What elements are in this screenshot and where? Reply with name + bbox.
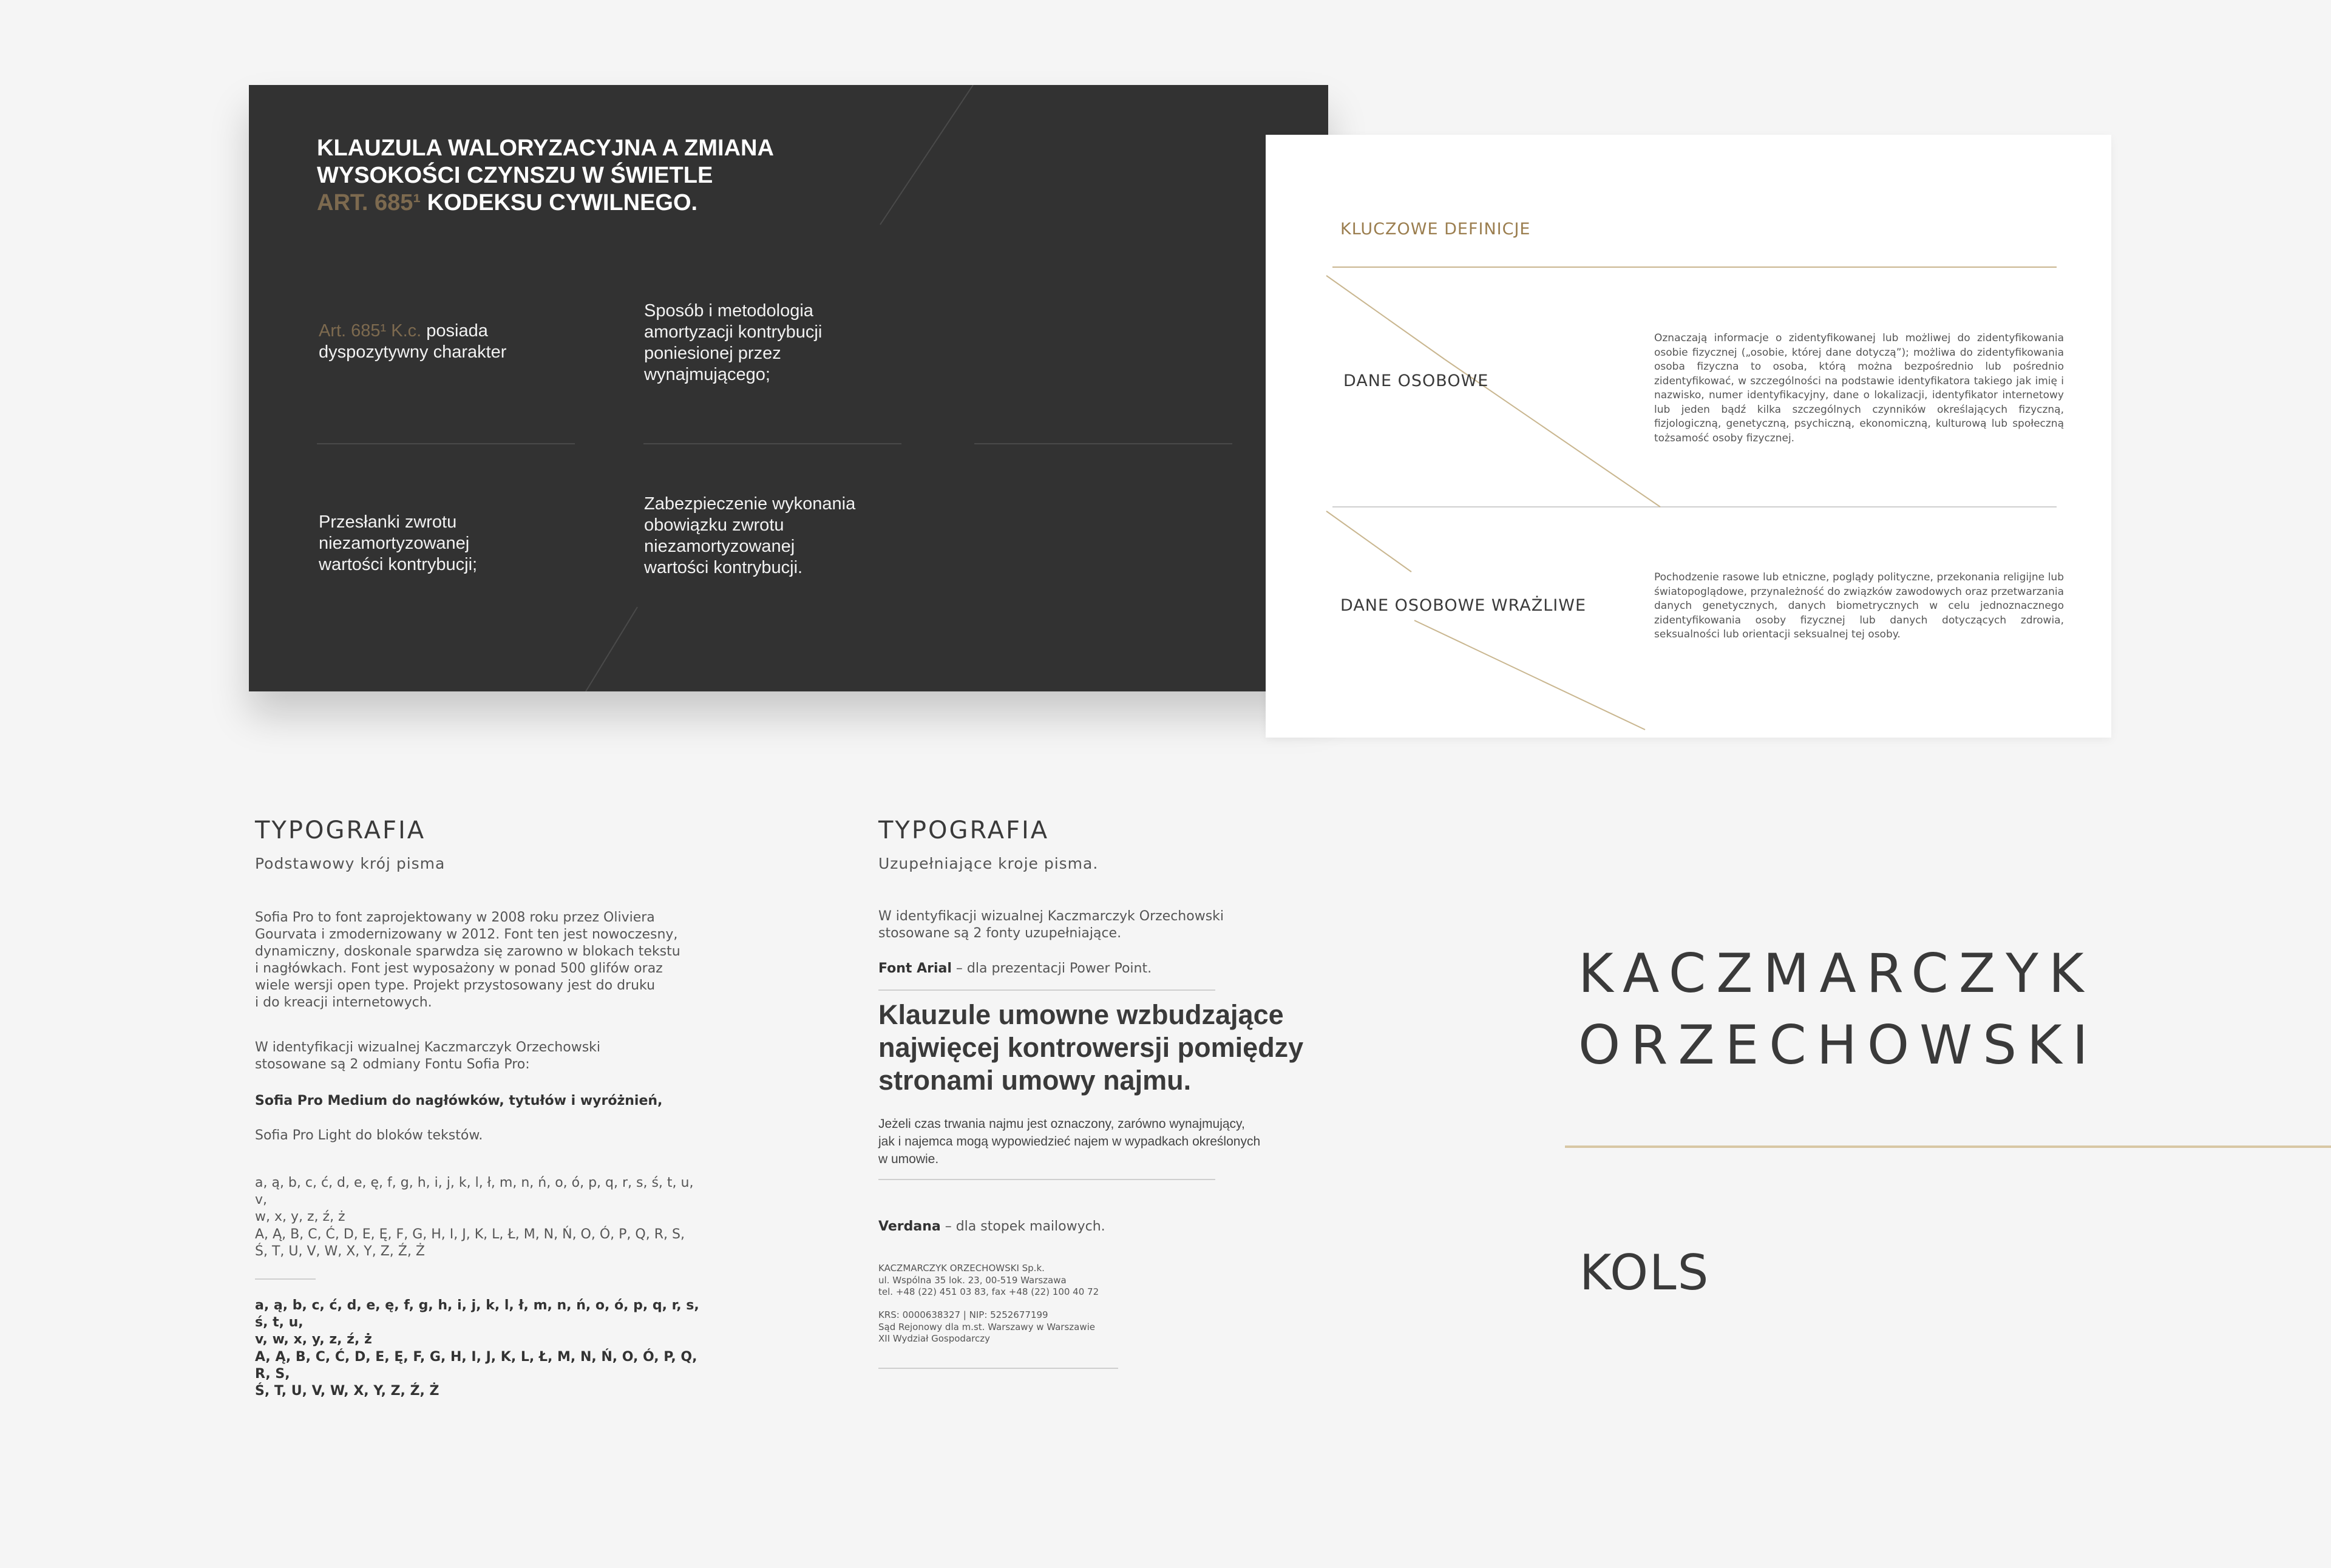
text-line: KACZMARCZYK ORZECHOWSKI Sp.k. <box>878 1263 1045 1274</box>
verdana-label <box>878 1218 1105 1235</box>
slide-cell-4-line: niezamortyzowanej <box>644 537 795 556</box>
brand-line-1: KACZMARCZYK <box>1578 942 2094 1005</box>
text-line: i do kreacji internetowych. <box>255 995 432 1010</box>
divider <box>878 1179 1215 1180</box>
slide-cell-2-line: poniesionej przez <box>644 344 781 363</box>
definition-label-sensitive-data: DANE OSOBOWE WRAŻLIWE <box>1340 596 1586 615</box>
typography-subheading-secondary: Uzupełniające kroje pisma. <box>878 855 1099 872</box>
verdana-label-bold: Verdana <box>878 1219 941 1234</box>
slide-cell-2 <box>644 300 899 385</box>
slide-cell-1-article: Art. 685¹ K.c. <box>319 321 422 341</box>
text-line: tel. +48 (22) 451 03 83, fax +48 (22) 100 40 72 <box>878 1286 1099 1297</box>
brand-short-mark: KOLS <box>1579 1244 1710 1301</box>
definitions-heading: KLUCZOWE DEFINICJE <box>1340 220 1531 239</box>
alphabet-light-uppercase <box>255 1226 704 1260</box>
alphabet-light-lowercase <box>255 1175 704 1226</box>
text-line: w, x, y, z, ź, ż <box>255 1209 345 1224</box>
slide-cell-4-line: wartości kontrybucji. <box>644 558 803 577</box>
text-line: dynamiczny, doskonale sparwdza się zarowno w blokach tekstu <box>255 944 680 959</box>
sofia-medium-label: Sofia Pro Medium do nagłówków, tytułów i wyróżnień, <box>255 1093 663 1108</box>
slide-title-line-3 <box>317 189 863 217</box>
sofia-description <box>255 909 692 1011</box>
alphabet-medium-lowercase <box>255 1297 704 1348</box>
text-line: i nagłówkach. Font jest wyposażony w ponad 500 glifów oraz <box>255 961 663 976</box>
divider <box>878 989 1215 991</box>
text-line: W identyfikacji wizualnej Kaczmarczyk Orzechowski <box>878 909 1224 924</box>
brand-accent-rule <box>1565 1145 2331 1148</box>
slide-title-article: ART. 685¹ <box>317 190 421 216</box>
slide-cell-3-line: wartości kontrybucji; <box>319 555 478 574</box>
slide-cell-4-line: obowiązku zwrotu <box>644 515 784 535</box>
text-line: stosowane są 2 fonty uzupełniające. <box>878 926 1122 941</box>
typography-subheading-primary: Podstawowy krój pisma <box>255 855 446 872</box>
slide-title-line-1: KLAUZULA WALORYZACYJNA A ZMIANA <box>317 135 774 161</box>
text-line: Ś, T, U, V, W, X, Y, Z, Ź, Ż <box>255 1244 425 1259</box>
arial-label-rest: – dla prezentacji Power Point. <box>951 961 1152 976</box>
slide-cell-2-line: amortyzacji kontrybucji <box>644 322 823 342</box>
text-line: a, ą, b, c, ć, d, e, ę, f, g, h, i, j, k, l, ł, m, n, ń, o, ó, p, q, r, s, ś, t, u, v, <box>255 1175 694 1207</box>
divider <box>878 1368 1118 1369</box>
supplementary-fonts-intro <box>878 908 1303 942</box>
slide-cell-4-line: Zabezpieczenie wykonania <box>644 494 856 514</box>
text-line: A, Ą, B, C, Ć, D, E, Ę, F, G, H, I, J, K, L, Ł, M, N, Ń, O, Ó, P, Q, R, S, <box>255 1349 697 1382</box>
definition-label-personal-data: DANE OSOBOWE <box>1343 372 1489 390</box>
text-line: a, ą, b, c, ć, d, e, ę, f, g, h, i, j, k, l, ł, m, n, ń, o, ó, p, q, r, s, ś, t, u, <box>255 1298 699 1330</box>
typography-heading-secondary: TYPOGRAFIA <box>878 816 1050 844</box>
sofia-variants-intro <box>255 1039 692 1073</box>
arial-sample-heading <box>878 999 1364 1097</box>
text-line: ul. Wspólna 35 lok. 23, 00-519 Warszawa <box>878 1274 1067 1286</box>
arial-label-bold: Font Arial <box>878 961 952 976</box>
definition-text-personal-data: Oznaczają informacje o zidentyfikowanej lub możliwej do zidentyfikowania osobie fizycznej („osobie, której dane dotyczą”); możliwa do zidentyfikowania osoba fizyczna to osoba, którą można bezpośrednio lub pośrednio zidentyfikować, w szczególności na podstawie identyfikatora takiego jak imię i nazwisko, numer identyfikacyjny, dane o lokalizacji, identyfikator internetowy lub jeden bądź kilka szczególnych czynników określających fizyczną, fizjologiczną, genetyczną, psychiczną, ekonomiczną, kulturową lub społeczną tożsamość osoby fizycznej. <box>1654 332 2064 444</box>
dark-presentation-slide <box>249 85 1328 691</box>
text-line: Ś, T, U, V, W, X, Y, Z, Ź, Ż <box>255 1383 439 1399</box>
text-line: Jeżeli czas trwania najmu jest oznaczony, zarówno wynajmujący, <box>878 1117 1245 1131</box>
text-line: XII Wydział Gospodarczy <box>878 1333 990 1344</box>
slide-cell-3-line: Przesłanki zwrotu <box>319 512 457 532</box>
text-line: stosowane są 2 odmiany Fontu Sofia Pro: <box>255 1057 530 1072</box>
alphabet-medium-uppercase <box>255 1349 704 1400</box>
definitions-slide <box>1266 135 2111 738</box>
slide-divider <box>974 443 1232 444</box>
text-line: najwięcej kontrowersji pomiędzy <box>878 1032 1304 1063</box>
text-line: A, Ą, B, C, Ć, D, E, Ę, F, G, H, I, J, K, L, Ł, M, N, Ń, O, Ó, P, Q, R, S, <box>255 1227 685 1242</box>
slide-divider <box>317 443 575 444</box>
slide-title-line-2: WYSOKOŚCI CZYNSZU W ŚWIETLE <box>317 163 713 188</box>
slide-cell-1-text-a: posiada <box>421 321 488 341</box>
text-line: Sofia Pro to font zaprojektowany w 2008 roku przez Oliviera <box>255 910 655 925</box>
text-line: Sąd Rejonowy dla m.st. Warszawy w Warszawie <box>878 1321 1096 1332</box>
text-line: jak i najemca mogą wypowiedzieć najem w wypadkach określonych <box>878 1135 1261 1149</box>
divider <box>255 1278 316 1280</box>
verdana-label-rest: – dla stopek mailowych. <box>940 1219 1105 1234</box>
slide-cell-1-line-2: dyspozytywny charakter <box>319 342 507 362</box>
brand-line-2: ORZECHOWSKI <box>1578 1014 2099 1076</box>
slide-cell-3-line: niezamortyzowanej <box>319 534 470 553</box>
email-footer-registry <box>878 1309 1182 1345</box>
text-line: wiele wersji open type. Projekt przystosowany jest do druku <box>255 978 656 993</box>
slide-title-rest: KODEKSU CYWILNEGO. <box>421 190 698 216</box>
slide-cell-4 <box>644 494 911 579</box>
definition-text-sensitive-data: Pochodzenie rasowe lub etniczne, poglądy polityczne, przekonania religijne lub światopoglądowe, przynależność do związków zawodowych oraz przetwarzania danych genetycznych, danych biometrycznych w celu jednoznacznego zidentyfikowania osoby fizycznej lub danych dotyczących zdrowia, seksualności lub orientacji seksualnej tej osoby. <box>1654 571 2064 640</box>
text-line: KRS: 0000638327 | NIP: 5252677199 <box>878 1309 1048 1320</box>
arial-label <box>878 960 1152 977</box>
text-line: Klauzule umowne wzbudzające <box>878 999 1284 1030</box>
sofia-light-label: Sofia Pro Light do bloków tekstów. <box>255 1128 483 1143</box>
brand-wordmark <box>1578 938 2099 1081</box>
text-line: Gourvata i zmodernizowany w 2012. Font ten jest nowoczesny, <box>255 927 678 942</box>
text-line: v, w, x, y, z, ź, ż <box>255 1332 372 1347</box>
email-footer-address <box>878 1263 1182 1298</box>
slide-cell-1-line-1 <box>319 321 562 342</box>
slide-cell-2-line: Sposób i metodologia <box>644 301 813 321</box>
typography-heading-primary: TYPOGRAFIA <box>255 816 426 844</box>
slide-cell-3 <box>319 512 562 575</box>
slide-cell-2-line: wynajmującego; <box>644 365 770 384</box>
slide-title <box>317 135 863 217</box>
text-line: stronami umowy najmu. <box>878 1065 1192 1096</box>
slide-cell-1 <box>319 321 562 363</box>
text-line: w umowie. <box>878 1152 939 1166</box>
text-line: W identyfikacji wizualnej Kaczmarczyk Orzechowski <box>255 1040 601 1055</box>
slide-divider <box>643 443 901 444</box>
arial-sample-body <box>878 1115 1364 1168</box>
